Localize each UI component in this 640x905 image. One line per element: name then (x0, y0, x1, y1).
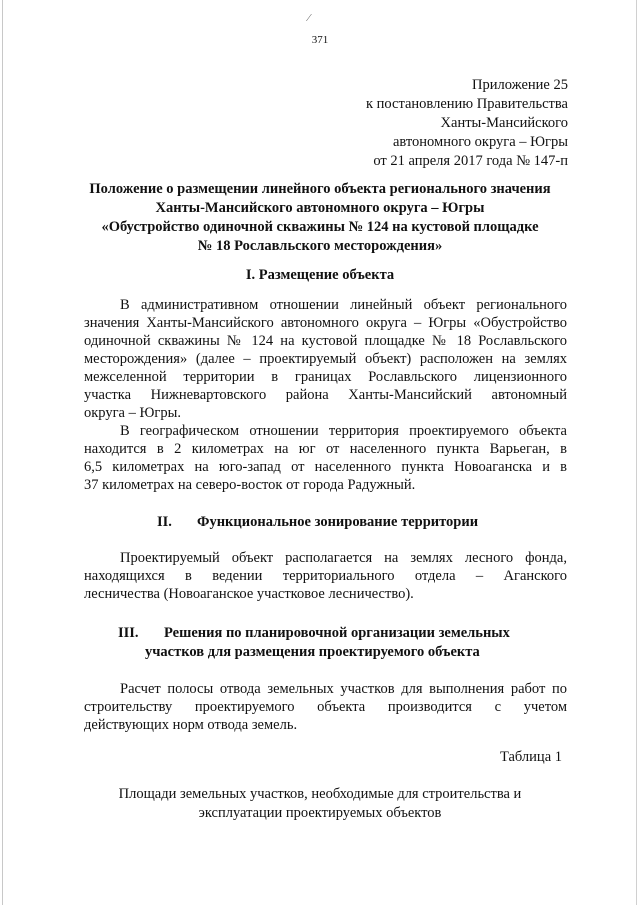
paragraph-line: В географическом отношении территория проектируемого объекта (120, 423, 567, 439)
section-2-number: II. (157, 514, 172, 530)
annex-line: Приложение 25 (472, 77, 568, 93)
paragraph-line: находится в 2 километрах на юг от населенного пункта Варьеган, в (84, 441, 567, 457)
document-title (60, 180, 580, 256)
paragraph-line: находящихся в ведении территориального отдела – Аганского (84, 568, 567, 584)
paragraph-line: месторождения» (далее – проектируемый объект) расположен на землях (84, 351, 567, 367)
section-1-heading: I. Размещение объекта (245, 267, 395, 283)
paragraph-line: лесничества (Новоаганское участковое лесничество). (84, 586, 414, 602)
annex-block (248, 76, 568, 171)
title-line: «Обустройство одиночной скважины № 124 на кустовой площадке (101, 219, 539, 235)
section-3-number: III. (118, 625, 139, 641)
paragraph-line: Расчет полосы отвода земельных участков для выполнения работ по (120, 681, 567, 697)
annex-line: от 21 апреля 2017 года № 147-п (373, 153, 568, 169)
paragraph-line: одиночной скважины № 124 на кустовой площадке № 18 Рославльского (84, 333, 567, 349)
annex-line: к постановлению Правительства (366, 96, 568, 112)
paragraph-line: значения Ханты-Мансийского автономного округа – Югры «Обустройство (84, 315, 567, 331)
paragraph-line: округа – Югры. (84, 405, 181, 421)
section-1-paragraph-1 (84, 296, 567, 422)
handwritten-mark: ⁄ (308, 12, 310, 24)
caption-line: Площади земельных участков, необходимые для строительства и (118, 786, 522, 802)
paragraph-line: Проектируемый объект располагается на землях лесного фонда, (120, 550, 567, 566)
annex-line: автономного округа – Югры (392, 134, 568, 150)
title-line: № 18 Рославльского месторождения» (197, 238, 443, 254)
paragraph-line: участка Нижневартовского района Ханты-Мансийский автономный (84, 387, 567, 403)
paragraph-line: действующих норм отвода земель. (84, 717, 298, 733)
paragraph-line: В административном отношении линейный объект регионального (120, 297, 567, 313)
table-caption (0, 785, 640, 823)
paragraph-line: 6,5 километрах на юго-запад от населенного пункта Новоаганска и в (84, 459, 567, 475)
annex-line: Ханты-Мансийского (440, 115, 568, 131)
section-3-title-line-1: Решения по планировочной организации земельных (164, 625, 510, 641)
section-2-title: Функциональное зонирование территории (197, 514, 479, 530)
paragraph-line: строительству проектируемого объекта производится с учетом (84, 699, 567, 715)
caption-line: эксплуатации проектируемых объектов (198, 805, 442, 821)
section-3-paragraph (84, 680, 567, 734)
scan-right-edge (636, 0, 637, 905)
paragraph-line: межселенной территории в границах Рославльского лицензионного (84, 369, 567, 385)
paragraph-line: 37 километрах на северо-восток от города Радужный. (84, 477, 416, 493)
section-2-paragraph (84, 549, 567, 603)
title-line: Ханты-Мансийского автономного округа – Югры (155, 200, 485, 216)
page-number: 371 (311, 34, 329, 46)
section-3-heading (118, 624, 510, 662)
scan-left-edge (2, 0, 3, 905)
title-line: Положение о размещении линейного объекта регионального значения (89, 181, 551, 197)
table-label: Таблица 1 (499, 749, 562, 765)
section-1-paragraph-2 (84, 422, 567, 494)
section-3-title-line-2: участков для размещения проектируемого объекта (145, 644, 480, 660)
section-2-heading (157, 513, 478, 532)
